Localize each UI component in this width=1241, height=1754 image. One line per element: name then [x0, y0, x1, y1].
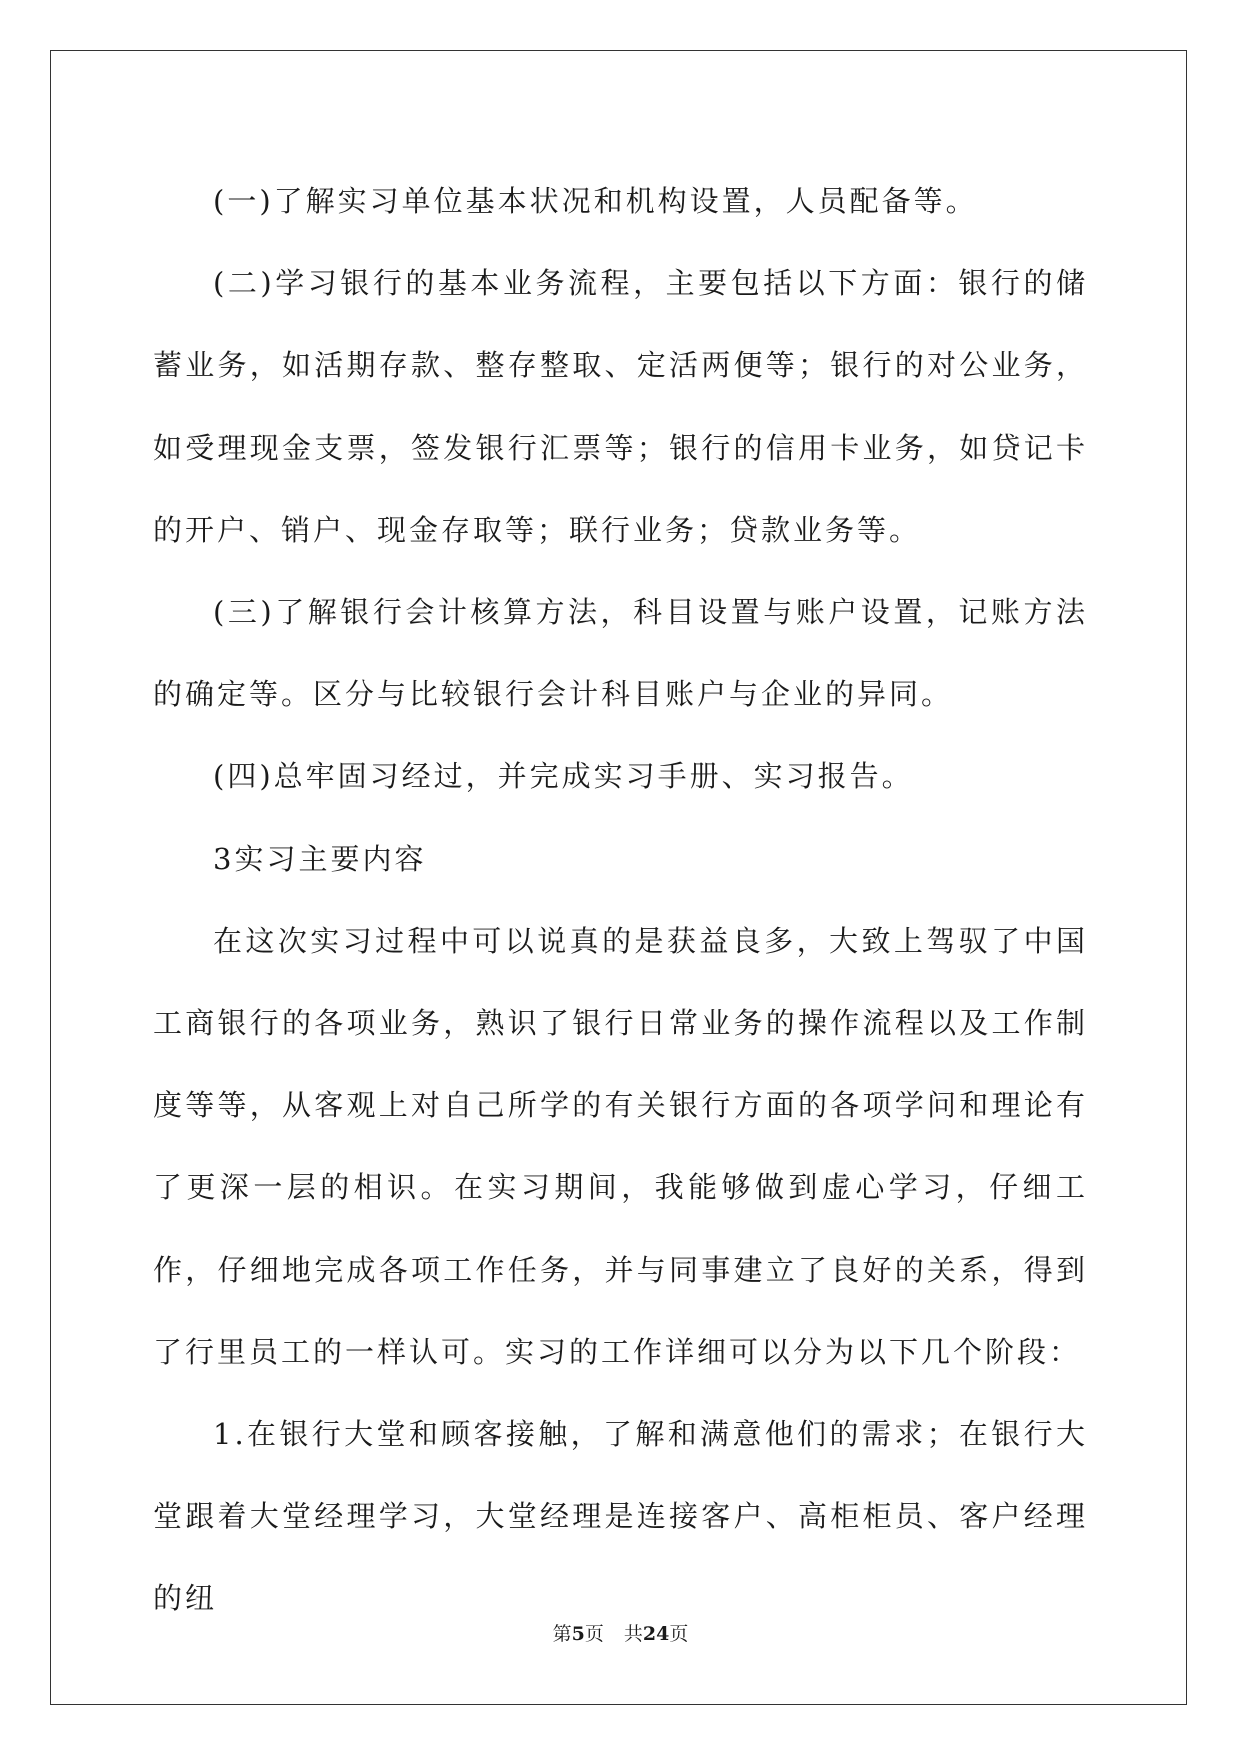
page-number: 5: [571, 1623, 585, 1645]
section-heading: 3实习主要内容: [213, 841, 427, 876]
total-label-suffix: 页: [669, 1623, 689, 1645]
total-label-prefix: 共: [623, 1623, 643, 1645]
paragraph-item-4: (四)总牢固习经过，并完成实习手册、实习报告。: [213, 759, 914, 794]
document-body: [153, 160, 1088, 1640]
paragraph-body-intro: 在这次实习过程中可以说真的是获益良多，大致上驾驭了中国工商银行的各项业务，熟识了银行日常业务的操作流程以及工作制度等等，从客观上对自己所学的有关银行方面的各项学问和理论有了更深一层的相识。在实习期间，我能够做到虚心学习，仔细工作，仔细地完成各项工作任务，并与同事建立了良好的关系，得到了行里员工的一样认可。实习的工作详细可以分为以下几个阶段：: [153, 923, 1088, 1369]
page-label-suffix: 页: [584, 1623, 604, 1645]
paragraph-item-2: (二)学习银行的基本业务流程，主要包括以下方面：银行的储蓄业务，如活期存款、整存整取、定活两便等；银行的对公业务，如受理现金支票，签发银行汇票等；银行的信用卡业务，如贷记卡的开户、销户、现金存取等；联行业务；贷款业务等。: [153, 266, 1088, 547]
page-label-prefix: 第: [552, 1623, 572, 1645]
page-footer: [0, 1622, 1241, 1646]
paragraph-stage-1: 1.在银行大堂和顾客接触，了解和满意他们的需求；在银行大堂跟着大堂经理学习，大堂经理是连接客户、高柜柜员、客户经理的纽: [153, 1417, 1088, 1616]
paragraph-item-1: (一)了解实习单位基本状况和机构设置，人员配备等。: [213, 184, 978, 218]
total-pages: 24: [642, 1623, 670, 1645]
paragraph-item-3: (三)了解银行会计核算方法，科目设置与账户设置，记账方法的确定等。区分与比较银行会计科目账户与企业的异同。: [153, 595, 1088, 712]
